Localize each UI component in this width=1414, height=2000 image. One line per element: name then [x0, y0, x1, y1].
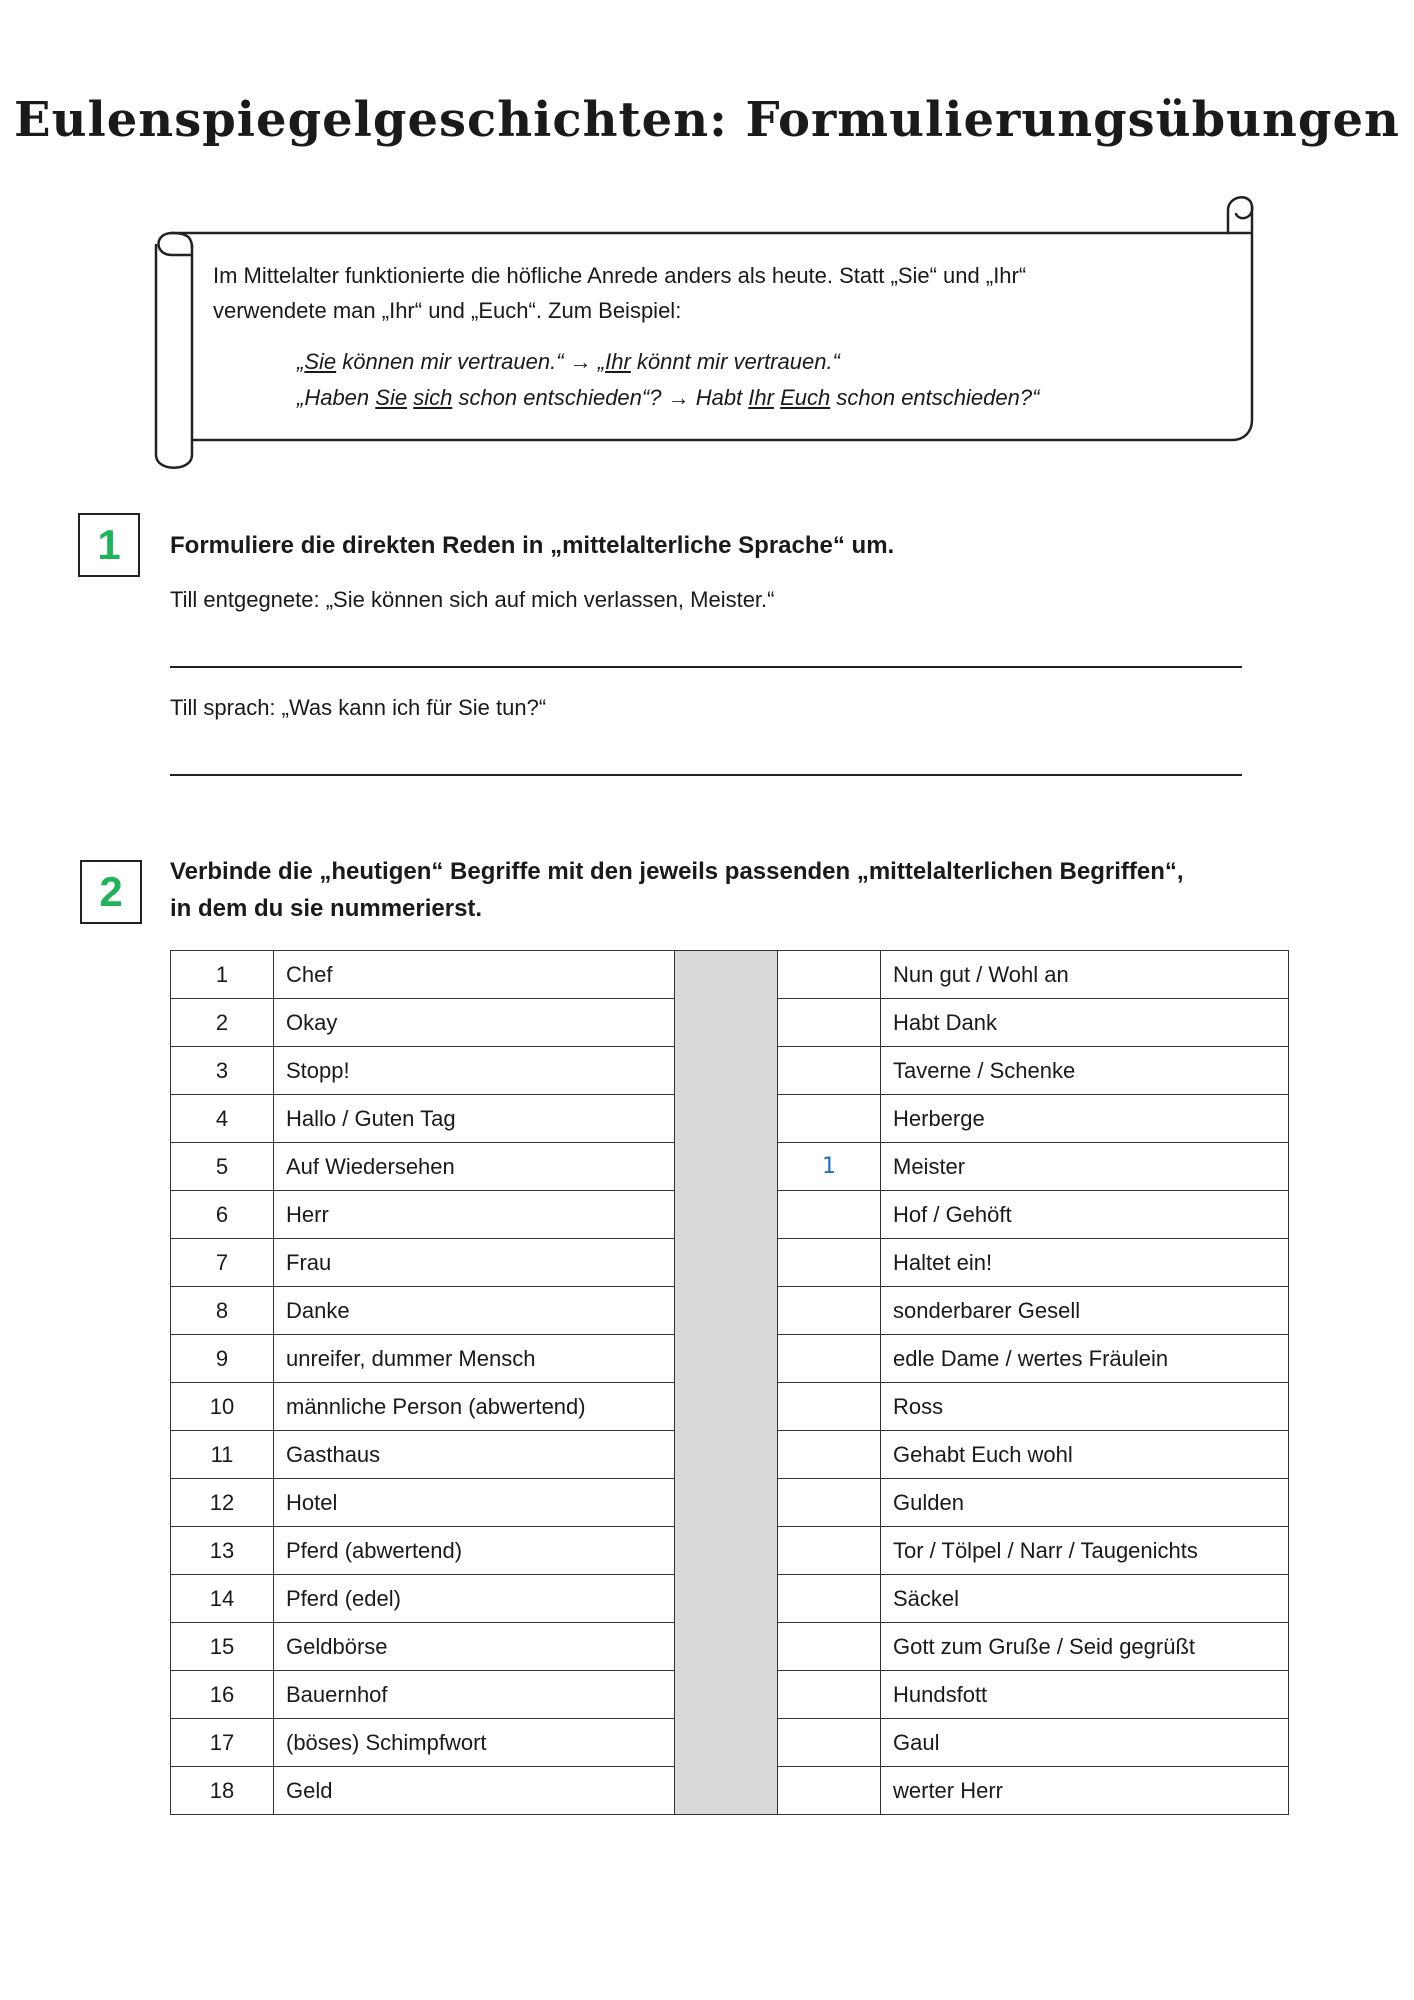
- example-1-open2: „: [591, 349, 606, 374]
- answer-number-cell[interactable]: [778, 1527, 881, 1575]
- answer-number-cell[interactable]: [778, 1575, 881, 1623]
- info-line-1: Im Mittelalter funktionierte die höfliche Anrede anders als heute. Statt „Sie“ und „Ihr“: [213, 263, 1027, 288]
- modern-term: männliche Person (abwertend): [274, 1383, 675, 1431]
- medieval-term: Säckel: [881, 1575, 1289, 1623]
- medieval-term: Ross: [881, 1383, 1289, 1431]
- modern-term: Bauernhof: [274, 1671, 675, 1719]
- answer-number-cell[interactable]: 1: [778, 1143, 881, 1191]
- example-1-end: könnt mir vertrauen.“: [630, 349, 840, 374]
- answer-number-cell[interactable]: [778, 1671, 881, 1719]
- modern-term: Herr: [274, 1191, 675, 1239]
- task-1-answer-line-1[interactable]: [170, 666, 1242, 668]
- gap-column: [675, 951, 778, 1815]
- answer-number-cell[interactable]: [778, 1623, 881, 1671]
- modern-term: Hotel: [274, 1479, 675, 1527]
- example-2: [297, 385, 1197, 411]
- medieval-term: Gehabt Euch wohl: [881, 1431, 1289, 1479]
- task-2-heading-line-1: Verbinde die „heutigen“ Begriffe mit den jeweils passenden „mittelalterlichen Begriffen“,: [170, 858, 1184, 885]
- example-2-end: schon entschieden?“: [830, 385, 1040, 410]
- answer-number-cell[interactable]: [778, 1239, 881, 1287]
- modern-term: Okay: [274, 999, 675, 1047]
- modern-term: Auf Wiedersehen: [274, 1143, 675, 1191]
- row-number: 9: [171, 1335, 274, 1383]
- modern-term: Pferd (edel): [274, 1575, 675, 1623]
- answer-number-cell[interactable]: [778, 1047, 881, 1095]
- row-number: 13: [171, 1527, 274, 1575]
- row-number: 3: [171, 1047, 274, 1095]
- row-number: 4: [171, 1095, 274, 1143]
- medieval-term: Nun gut / Wohl an: [881, 951, 1289, 999]
- page-title: Eulenspiegelgeschichten: Formulierungsübungen: [14, 92, 1400, 148]
- answer-number-cell[interactable]: [778, 1287, 881, 1335]
- row-number: 2: [171, 999, 274, 1047]
- medieval-term: werter Herr: [881, 1767, 1289, 1815]
- modern-term: (böses) Schimpfwort: [274, 1719, 675, 1767]
- table-row: [171, 951, 1289, 999]
- example-1-mid: können mir vertrauen.“: [336, 349, 570, 374]
- medieval-term: Habt Dank: [881, 999, 1289, 1047]
- answer-number-cell[interactable]: [778, 1719, 881, 1767]
- modern-term: Geld: [274, 1767, 675, 1815]
- answer-number-cell[interactable]: [778, 1191, 881, 1239]
- medieval-term: Gulden: [881, 1479, 1289, 1527]
- example-1: [297, 349, 1197, 375]
- modern-term: Hallo / Guten Tag: [274, 1095, 675, 1143]
- example-2-sie: Sie: [375, 385, 408, 410]
- task-1-number-box: 1: [78, 513, 140, 577]
- example-1-open: „: [297, 349, 305, 374]
- medieval-term: edle Dame / wertes Fräulein: [881, 1335, 1289, 1383]
- task-2-heading-line-2: in dem du sie nummerierst.: [170, 895, 483, 922]
- scroll-frame: [0, 0, 1414, 500]
- modern-term: Gasthaus: [274, 1431, 675, 1479]
- medieval-term: Tor / Tölpel / Narr / Taugenichts: [881, 1527, 1289, 1575]
- info-line-2: verwendete man „Ihr“ und „Euch“. Zum Beispiel:: [213, 298, 682, 323]
- example-2-ihr: Ihr: [748, 385, 774, 410]
- medieval-term: Meister: [881, 1143, 1289, 1191]
- example-2-mid: schon entschieden“?: [452, 385, 668, 410]
- task-1-answer-line-2[interactable]: [170, 774, 1242, 776]
- example-2-sich: sich: [413, 385, 453, 410]
- row-number: 1: [171, 951, 274, 999]
- answer-number-cell[interactable]: [778, 951, 881, 999]
- arrow-right-icon: →: [569, 349, 592, 374]
- medieval-term: sonderbarer Gesell: [881, 1287, 1289, 1335]
- modern-term: Stopp!: [274, 1047, 675, 1095]
- answer-number-cell[interactable]: [778, 1383, 881, 1431]
- info-text: [213, 258, 1213, 328]
- row-number: 8: [171, 1287, 274, 1335]
- medieval-term: Hundsfott: [881, 1671, 1289, 1719]
- row-number: 14: [171, 1575, 274, 1623]
- medieval-term: Herberge: [881, 1095, 1289, 1143]
- modern-term: Danke: [274, 1287, 675, 1335]
- modern-term: Frau: [274, 1239, 675, 1287]
- row-number: 11: [171, 1431, 274, 1479]
- answer-number-cell[interactable]: [778, 1095, 881, 1143]
- row-number: 7: [171, 1239, 274, 1287]
- matching-table: [170, 950, 1289, 1815]
- task-2-heading: [170, 853, 1184, 927]
- answer-number-cell[interactable]: [778, 1431, 881, 1479]
- medieval-term: Haltet ein!: [881, 1239, 1289, 1287]
- example-1-sie: Sie: [304, 349, 337, 374]
- row-number: 5: [171, 1143, 274, 1191]
- task-2-number-box: 2: [80, 860, 142, 924]
- answer-number-cell[interactable]: [778, 1767, 881, 1815]
- row-number: 10: [171, 1383, 274, 1431]
- modern-term: Chef: [274, 951, 675, 999]
- task-1-heading: Formuliere die direkten Reden in „mittelalterliche Sprache“ um.: [170, 532, 895, 559]
- example-1-ihr: Ihr: [605, 349, 631, 374]
- example-2-open: „Haben: [297, 385, 376, 410]
- row-number: 6: [171, 1191, 274, 1239]
- arrow-right-icon: →: [667, 385, 690, 410]
- example-2-euch: Euch: [780, 385, 831, 410]
- medieval-term: Hof / Gehöft: [881, 1191, 1289, 1239]
- medieval-term: Gaul: [881, 1719, 1289, 1767]
- matching-table-body: [171, 951, 1289, 1815]
- row-number: 17: [171, 1719, 274, 1767]
- answer-number-cell[interactable]: [778, 1335, 881, 1383]
- answer-number-cell[interactable]: [778, 999, 881, 1047]
- answer-number-cell[interactable]: [778, 1479, 881, 1527]
- row-number: 16: [171, 1671, 274, 1719]
- row-number: 15: [171, 1623, 274, 1671]
- row-number: 12: [171, 1479, 274, 1527]
- task-1-prompt-2: Till sprach: „Was kann ich für Sie tun?“: [170, 695, 547, 720]
- modern-term: unreifer, dummer Mensch: [274, 1335, 675, 1383]
- task-1-prompt-1: Till entgegnete: „Sie können sich auf mich verlassen, Meister.“: [170, 587, 775, 612]
- modern-term: Geldbörse: [274, 1623, 675, 1671]
- example-2-habt: Habt: [689, 385, 749, 410]
- medieval-term: Gott zum Gruße / Seid gegrüßt: [881, 1623, 1289, 1671]
- row-number: 18: [171, 1767, 274, 1815]
- modern-term: Pferd (abwertend): [274, 1527, 675, 1575]
- medieval-term: Taverne / Schenke: [881, 1047, 1289, 1095]
